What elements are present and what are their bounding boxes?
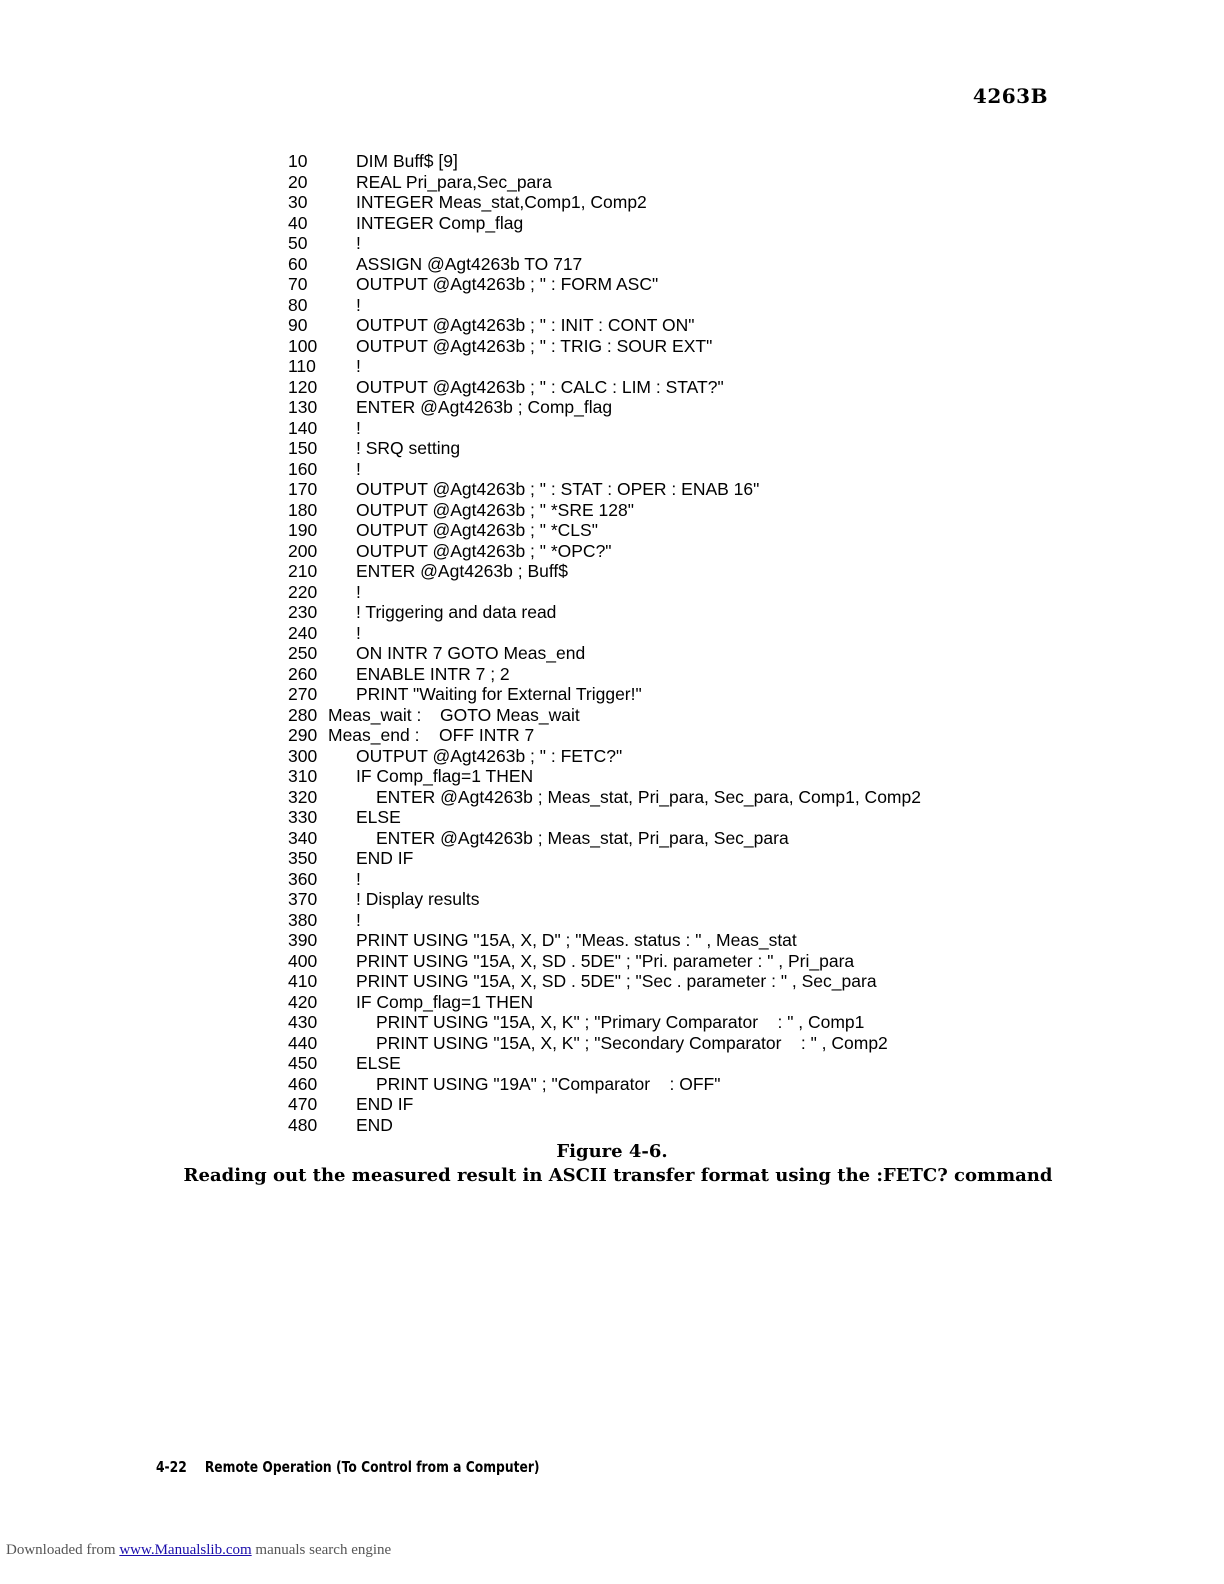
line-number: 360 [288, 868, 318, 889]
code-statement: ! [356, 356, 361, 376]
code-statement: IF Comp_flag=1 THEN [356, 766, 534, 786]
code-statement: GOTO Meas_wait [440, 704, 580, 725]
line-number: 390 [288, 930, 318, 950]
code-statement: OUTPUT @Agt4263b ; " : FORM ASC" [356, 274, 659, 294]
code-statement: OUTPUT @Agt4263b ; " *CLS" [356, 520, 598, 540]
line-number: 440 [288, 1032, 318, 1053]
line-number: 120 [288, 376, 318, 397]
code-statement: OUTPUT @Agt4263b ; " : CALC : LIM : STAT?" [356, 376, 724, 397]
line-number: 60 [288, 253, 308, 274]
line-number: 100 [288, 335, 318, 356]
code-statement: PRINT USING "15A, X, SD . 5DE" ; "Pri. parameter : " , Pri_para [356, 950, 855, 971]
code-statement: ! SRQ setting [356, 438, 461, 458]
line-number: 220 [288, 581, 318, 602]
line-number: 460 [288, 1073, 318, 1094]
line-number: 140 [288, 417, 318, 438]
code-statement: IF Comp_flag=1 THEN [356, 991, 534, 1012]
line-number: 290 [288, 725, 318, 745]
code-statement: OUTPUT @Agt4263b ; " : FETC?" [356, 745, 623, 766]
code-statement: ! [356, 233, 361, 253]
code-statement: OUTPUT @Agt4263b ; " : STAT : OPER : ENAB 16" [356, 479, 760, 499]
page-footer [156, 1458, 540, 1476]
code-statement: ELSE [356, 1053, 401, 1073]
code-statement: END IF [356, 1094, 414, 1114]
code-statement: OFF INTR 7 [439, 725, 535, 745]
code-statement: PRINT USING "15A, X, K" ; "Secondary Comparator : " , Comp2 [376, 1032, 888, 1053]
code-statement: OUTPUT @Agt4263b ; " : INIT : CONT ON" [356, 315, 695, 335]
line-number: 420 [288, 991, 318, 1012]
code-statement: ! [356, 417, 361, 438]
code-statement: INTEGER Comp_flag [356, 212, 524, 233]
line-number: 330 [288, 807, 318, 827]
code-statement: REAL Pri_para,Sec_para [356, 171, 552, 192]
line-number: 30 [288, 192, 308, 212]
figure-title: Reading out the measured result in ASCII transfer format using the :FETC? command [183, 1165, 1053, 1186]
line-number: 210 [288, 561, 318, 581]
code-statement: OUTPUT @Agt4263b ; " : TRIG : SOUR EXT" [356, 335, 713, 356]
code-statement: ! [356, 581, 361, 602]
code-statement: ENTER @Agt4263b ; Meas_stat, Pri_para, Sec_para [376, 827, 789, 848]
page-header-model: 4263B [972, 84, 1048, 108]
code-statement: ! [356, 868, 361, 889]
code-statement: PRINT USING "15A, X, SD . 5DE" ; "Sec . parameter : " , Sec_para [356, 971, 877, 991]
line-number: 200 [288, 540, 318, 561]
line-number: 50 [288, 233, 308, 253]
code-label: Meas_end : [328, 725, 420, 745]
line-number: 20 [288, 171, 308, 192]
line-number: 340 [288, 827, 318, 848]
figure-number: Figure 4-6. [556, 1141, 668, 1162]
figure-caption [0, 1140, 1224, 1188]
line-number: 190 [288, 520, 318, 540]
line-number: 110 [288, 356, 316, 376]
line-number: 80 [288, 294, 308, 315]
line-number: 480 [288, 1114, 318, 1135]
line-number: 400 [288, 950, 318, 971]
line-number: 270 [288, 684, 318, 704]
code-statement: PRINT USING "15A, X, K" ; "Primary Comparator : " , Comp1 [376, 1012, 865, 1032]
line-number: 180 [288, 499, 318, 520]
code-statement: DIM Buff$ [9] [356, 151, 458, 171]
line-number: 300 [288, 745, 318, 766]
line-number: 350 [288, 848, 318, 868]
download-prefix: Downloaded from [6, 1542, 116, 1558]
download-suffix: manuals search engine [255, 1542, 392, 1558]
line-number: 470 [288, 1094, 318, 1114]
line-number: 240 [288, 622, 318, 643]
code-statement: END IF [356, 848, 414, 868]
section-title: Remote Operation (To Control from a Computer) [204, 1458, 540, 1476]
code-statement: ON INTR 7 GOTO Meas_end [356, 643, 586, 663]
line-number: 160 [288, 458, 318, 479]
code-statement: ENTER @Agt4263b ; Comp_flag [356, 397, 613, 417]
page-number: 4-22 [156, 1458, 187, 1476]
code-statement: ! [356, 294, 361, 315]
code-statement: ! Display results [356, 889, 480, 909]
line-number: 320 [288, 786, 318, 807]
line-number: 230 [288, 602, 318, 622]
code-statement: ENTER @Agt4263b ; Buff$ [356, 561, 568, 581]
line-number: 150 [288, 438, 318, 458]
manualslib-link[interactable]: www.Manualslib.com [119, 1542, 252, 1558]
line-number: 380 [288, 909, 318, 930]
line-number: 10 [288, 151, 308, 171]
code-statement: END [356, 1114, 393, 1135]
code-statement: ELSE [356, 807, 401, 827]
code-statement: ! Triggering and data read [356, 602, 557, 622]
line-number: 280 [288, 704, 318, 725]
code-statement: ENABLE INTR 7 ; 2 [356, 663, 510, 684]
code-label: Meas_wait : [328, 704, 422, 725]
code-statement: PRINT USING "19A" ; "Comparator : OFF" [376, 1073, 721, 1094]
line-number: 430 [288, 1012, 318, 1032]
line-number: 90 [288, 315, 308, 335]
line-number: 40 [288, 212, 308, 233]
code-statement: ! [356, 458, 361, 479]
code-statement: OUTPUT @Agt4263b ; " *OPC?" [356, 540, 612, 561]
code-statement: OUTPUT @Agt4263b ; " *SRE 128" [356, 499, 634, 520]
code-statement: ASSIGN @Agt4263b TO 717 [356, 253, 583, 274]
download-notice [6, 1542, 391, 1559]
line-number: 130 [288, 397, 318, 417]
line-number: 410 [288, 971, 318, 991]
code-statement: ENTER @Agt4263b ; Meas_stat, Pri_para, Sec_para, Comp1, Comp2 [376, 786, 921, 807]
line-number: 260 [288, 663, 318, 684]
code-statement: PRINT "Waiting for External Trigger!" [356, 684, 642, 704]
line-number: 70 [288, 274, 308, 294]
code-statement: ! [356, 909, 361, 930]
code-statement: ! [356, 622, 361, 643]
line-number: 450 [288, 1053, 318, 1073]
line-number: 170 [288, 479, 318, 499]
code-statement: INTEGER Meas_stat,Comp1, Comp2 [356, 192, 647, 212]
code-statement: PRINT USING "15A, X, D" ; "Meas. status : " , Meas_stat [356, 930, 797, 950]
line-number: 370 [288, 889, 318, 909]
line-number: 250 [288, 643, 318, 663]
line-number: 310 [288, 766, 318, 786]
